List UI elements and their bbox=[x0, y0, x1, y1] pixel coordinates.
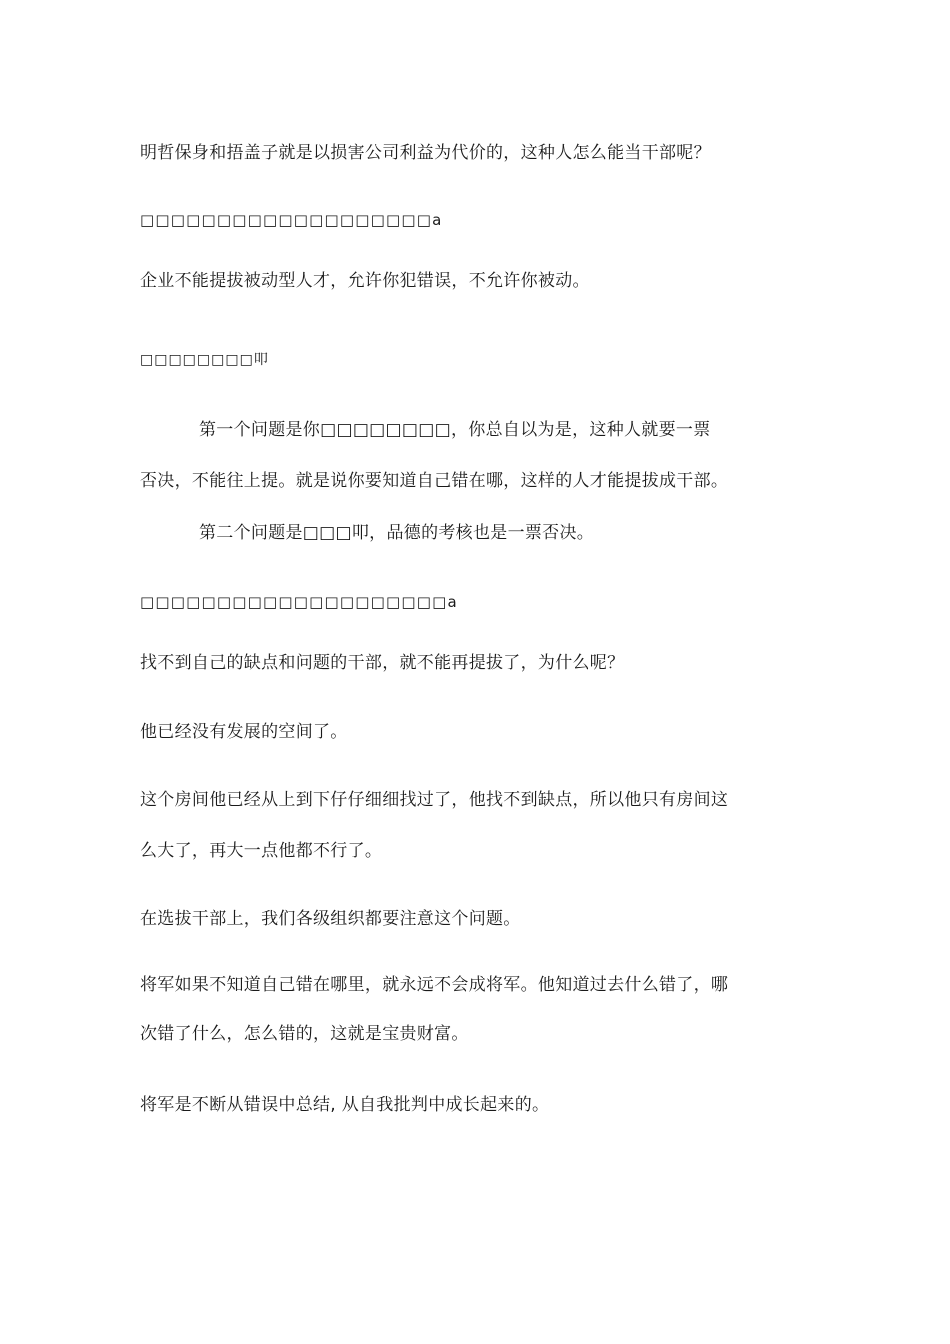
paragraph-line: 明哲保身和捂盖子就是以损害公司利益为代价的，这种人怎么能当干部呢？ bbox=[140, 143, 711, 163]
paragraph-line: 将军如果不知道自己错在哪里，就永远不会成将军。他知道过去什么错了，哪 bbox=[140, 975, 729, 995]
paragraph-line: 第一个问题是你□□□□□□□□，你总自以为是，这种人就要一票 bbox=[199, 420, 711, 440]
paragraph-line: □□□□□□□□□□□□□□□□□□□□a bbox=[140, 593, 458, 611]
paragraph-line: 么大了，再大一点他都不行了。 bbox=[140, 841, 383, 861]
paragraph-line: 次错了什么，怎么错的，这就是宝贵财富。 bbox=[140, 1024, 469, 1044]
paragraph-line: 否决，不能往上提。就是说你要知道自己错在哪，这样的人才能提拔成干部。 bbox=[140, 471, 729, 491]
paragraph-line: 将军是不断从错误中总结, 从自我批判中成长起来的。 bbox=[140, 1095, 550, 1115]
paragraph-line: 在选拔干部上，我们各级组织都要注意这个问题。 bbox=[140, 909, 521, 929]
paragraph-line: □□□□□□□□□□□□□□□□□□□a bbox=[140, 211, 443, 229]
paragraph-line: □□□□□□□□叩 bbox=[140, 352, 269, 368]
paragraph-line: 第二个问题是□□□叩，品德的考核也是一票否决。 bbox=[199, 523, 595, 543]
paragraph-line: 企业不能提拔被动型人才，允许你犯错误，不允许你被动。 bbox=[140, 271, 590, 291]
paragraph-line: 他已经没有发展的空间了。 bbox=[140, 722, 348, 742]
paragraph-line: 找不到自己的缺点和问题的干部，就不能再提拔了，为什么呢？ bbox=[140, 653, 625, 673]
paragraph-line: 这个房间他已经从上到下仔仔细细找过了，他找不到缺点，所以他只有房间这 bbox=[140, 790, 729, 810]
